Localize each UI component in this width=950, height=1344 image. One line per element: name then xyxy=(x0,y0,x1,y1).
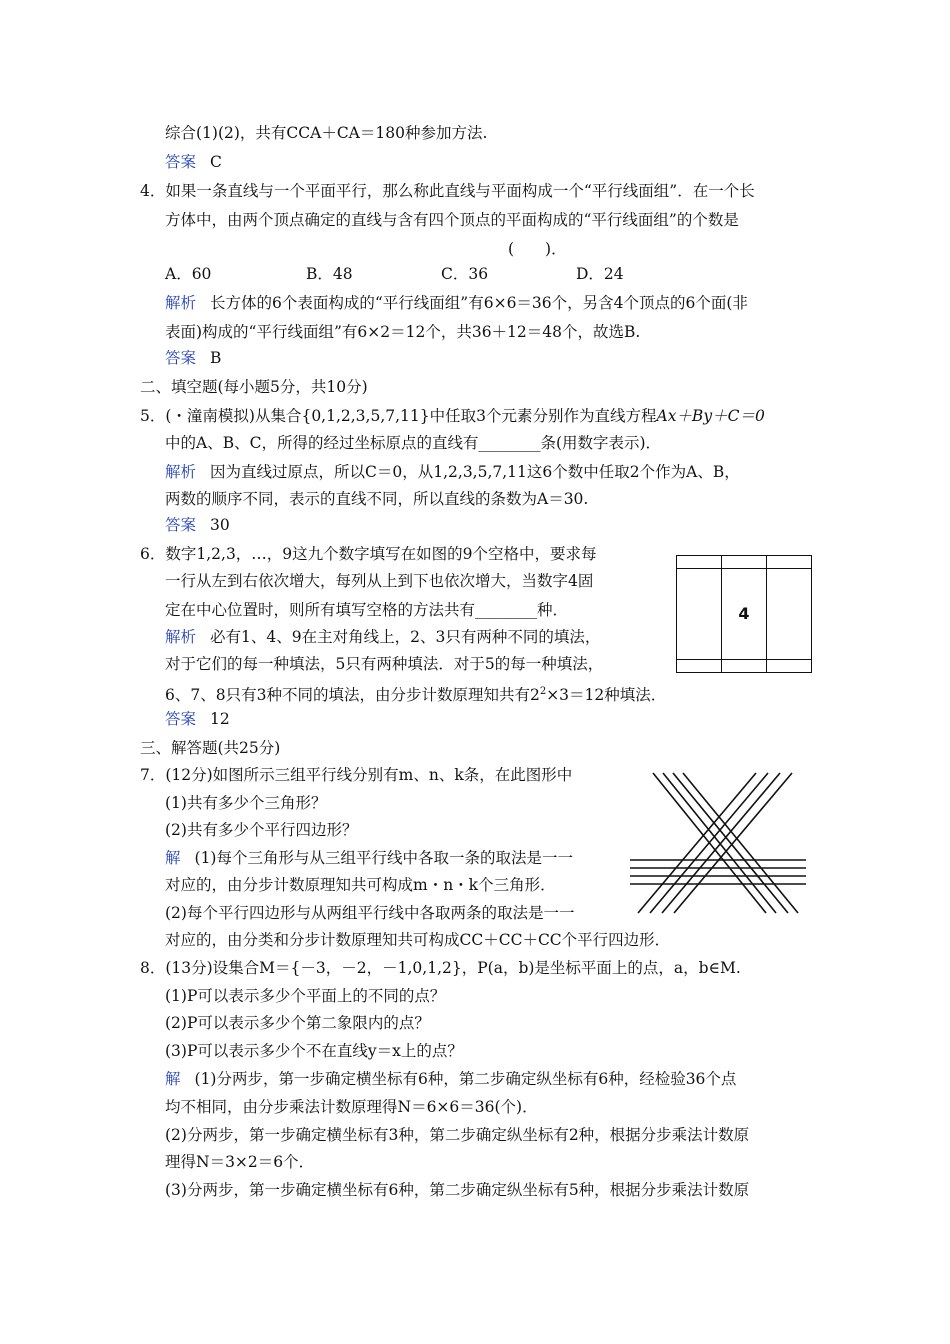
q8-solution-1 xyxy=(165,1068,736,1090)
grid-cell xyxy=(722,556,767,569)
answer-label: 答案 xyxy=(165,710,197,728)
analysis-label: 解析 xyxy=(165,463,197,481)
parallel-lines-figure xyxy=(628,768,808,918)
q4-line1: 4．如果一条直线与一个平面平行，那么称此直线与平面构成一个“平行线面组”．在一个长 xyxy=(140,182,755,200)
q7-solution-text-1: (1)每个三角形与从三组平行线中各取一条的取法是一一 xyxy=(194,849,573,867)
q8-solution-3: (2)分两步，第一步确定横坐标有3种，第二步确定纵坐标有2种，根据分步乘法计数原 xyxy=(165,1126,750,1144)
q6-analysis-3 xyxy=(165,681,666,706)
q3-answer-value: C xyxy=(210,153,222,171)
q4-line3: ( )． xyxy=(508,240,567,258)
q4-analysis-2: 表面)构成的“平行线面组”有6×2＝12个，共36＋12＝48个，故选B. xyxy=(165,323,641,341)
q6-analysis-text-3b: ×3＝12种填法． xyxy=(546,686,667,705)
q7-solution-1 xyxy=(165,847,573,869)
analysis-label: 解析 xyxy=(165,294,197,312)
q5-analysis-1 xyxy=(165,461,740,483)
q5-answer xyxy=(165,514,230,536)
q6-analysis-text-1: 必有1、4、9在主对角线上，2、3只有两种不同的填法， xyxy=(210,628,601,646)
solution-label: 解 xyxy=(165,1070,181,1088)
q7-solution-3: (2)每个平行四边形与从两组平行线中各取两条的取法是一一 xyxy=(165,904,575,922)
section-fill-in: 二、填空题(每小题5分，共10分) xyxy=(140,378,368,396)
q3-answer xyxy=(165,151,222,173)
diagonal-line-down xyxy=(683,773,798,913)
q5-line1-text: 5．(・潼南模拟)从集合{0,1,2,3,5,7,11}中任取3个元素分别作为直线方程 xyxy=(140,407,657,425)
grid-cell xyxy=(767,556,812,569)
q4-answer xyxy=(165,347,221,369)
q8-line1: 8．(13分)设集合M＝{－3，－2，－1,0,1,2}，P(a，b)是坐标平面上的点，a，b∈M. xyxy=(140,959,741,977)
q6-analysis-text-3a: 6、7、8只有3种不同的填法，由分步计数原理知共有2 xyxy=(165,686,540,705)
grid-cell-center: 4 xyxy=(722,568,767,660)
q5-line1 xyxy=(140,405,765,427)
q4-option-a: A．60 xyxy=(165,265,212,283)
q6-analysis-2: 对于它们的每一种填法，5只有两种填法．对于5的每一种填法， xyxy=(165,655,604,673)
grid-cell xyxy=(767,660,812,673)
grid-cell xyxy=(767,568,812,660)
q6-answer xyxy=(165,708,230,730)
number-grid-figure xyxy=(676,555,812,673)
q7-line1: 7．(12分)如图所示三组平行线分别有m、n、k条，在此图形中 xyxy=(140,766,573,784)
q8-solution-2: 均不相同，由分步乘法计数原理得N＝6×6＝36(个)． xyxy=(165,1098,538,1116)
q7-line3: (2)共有多少个平行四边形？ xyxy=(165,821,358,839)
q4-options xyxy=(165,263,665,285)
diagonal-line-up xyxy=(674,773,792,913)
q8-line4: (3)P可以表示多少个不在直线y＝x上的点？ xyxy=(165,1042,463,1060)
diagonal-line-down xyxy=(673,773,788,913)
q6-exponent: 2 xyxy=(539,686,547,697)
q4-analysis-text-1: 长方体的6个表面构成的“平行线面组”有6×6＝36个，另含4个顶点的6个面(非 xyxy=(210,294,748,312)
q3-conclusion: 综合(1)(2)，共有CCA＋CA＝180种参加方法. xyxy=(165,124,488,142)
q4-option-d: D．24 xyxy=(576,265,624,283)
q8-solution-4: 理得N＝3×2＝6个． xyxy=(165,1153,315,1171)
q8-line3: (2)P可以表示多少个第二象限内的点？ xyxy=(165,1014,430,1032)
q8-solution-text-1: (1)分两步，第一步确定横坐标有6种，第二步确定纵坐标有6种，经检验36个点 xyxy=(194,1070,737,1088)
q5-analysis-text-1: 因为直线过原点，所以C＝0，从1,2,3,5,7,11这6个数中任取2个作为A、B， xyxy=(210,463,740,481)
answer-label: 答案 xyxy=(165,516,197,534)
diagonal-line-up xyxy=(650,773,768,913)
q8-solution-5: (3)分两步，第一步确定横坐标有6种，第二步确定纵坐标有5种，根据分步乘法计数原 xyxy=(165,1181,750,1199)
diagonal-line-up xyxy=(638,773,756,913)
q6-line1: 6．数字1,2,3，…，9这九个数字填写在如图的9个空格中，要求每 xyxy=(140,545,597,563)
section-solutions: 三、解答题(共25分) xyxy=(140,739,281,757)
grid-cell xyxy=(677,568,722,660)
q4-option-c: C．36 xyxy=(441,265,489,283)
q7-line2: (1)共有多少个三角形？ xyxy=(165,794,327,812)
grid-cell xyxy=(722,660,767,673)
q7-solution-4: 对应的，由分类和分步计数原理知共可构成CC＋CC＋CC个平行四边形． xyxy=(165,931,671,949)
grid-cell xyxy=(677,660,722,673)
q4-answer-value: B xyxy=(210,349,222,367)
q8-line2: (1)P可以表示多少个平面上的不同的点？ xyxy=(165,987,446,1005)
q4-line2: 方体中，由两个顶点确定的直线与含有四个顶点的平面构成的“平行线面组”的个数是 xyxy=(165,211,739,229)
answer-label: 答案 xyxy=(165,153,197,171)
q5-answer-value: 30 xyxy=(210,516,230,534)
q4-option-b: B．48 xyxy=(306,265,353,283)
q6-line3: 定在中心位置时，则所有填写空格的方法共有________种． xyxy=(165,601,569,619)
q4-analysis-1 xyxy=(165,292,748,314)
solution-label: 解 xyxy=(165,849,181,867)
q5-equation: Ax＋By＋C＝0 xyxy=(656,407,765,425)
q6-answer-value: 12 xyxy=(210,710,230,728)
grid-cell xyxy=(677,556,722,569)
q6-analysis-1 xyxy=(165,626,600,648)
q7-solution-2: 对应的，由分步计数原理知共可构成m・n・k个三角形． xyxy=(165,876,556,894)
q5-analysis-2: 两数的顺序不同，表示的直线不同，所以直线的条数为A＝30. xyxy=(165,490,589,508)
q5-line2: 中的A、B、C，所得的经过坐标原点的直线有________条(用数字表示)． xyxy=(165,434,662,452)
answer-label: 答案 xyxy=(165,349,197,367)
q6-line2: 一行从左到右依次增大，每列从上到下也依次增大，当数字4固 xyxy=(165,572,594,590)
analysis-label: 解析 xyxy=(165,628,197,646)
